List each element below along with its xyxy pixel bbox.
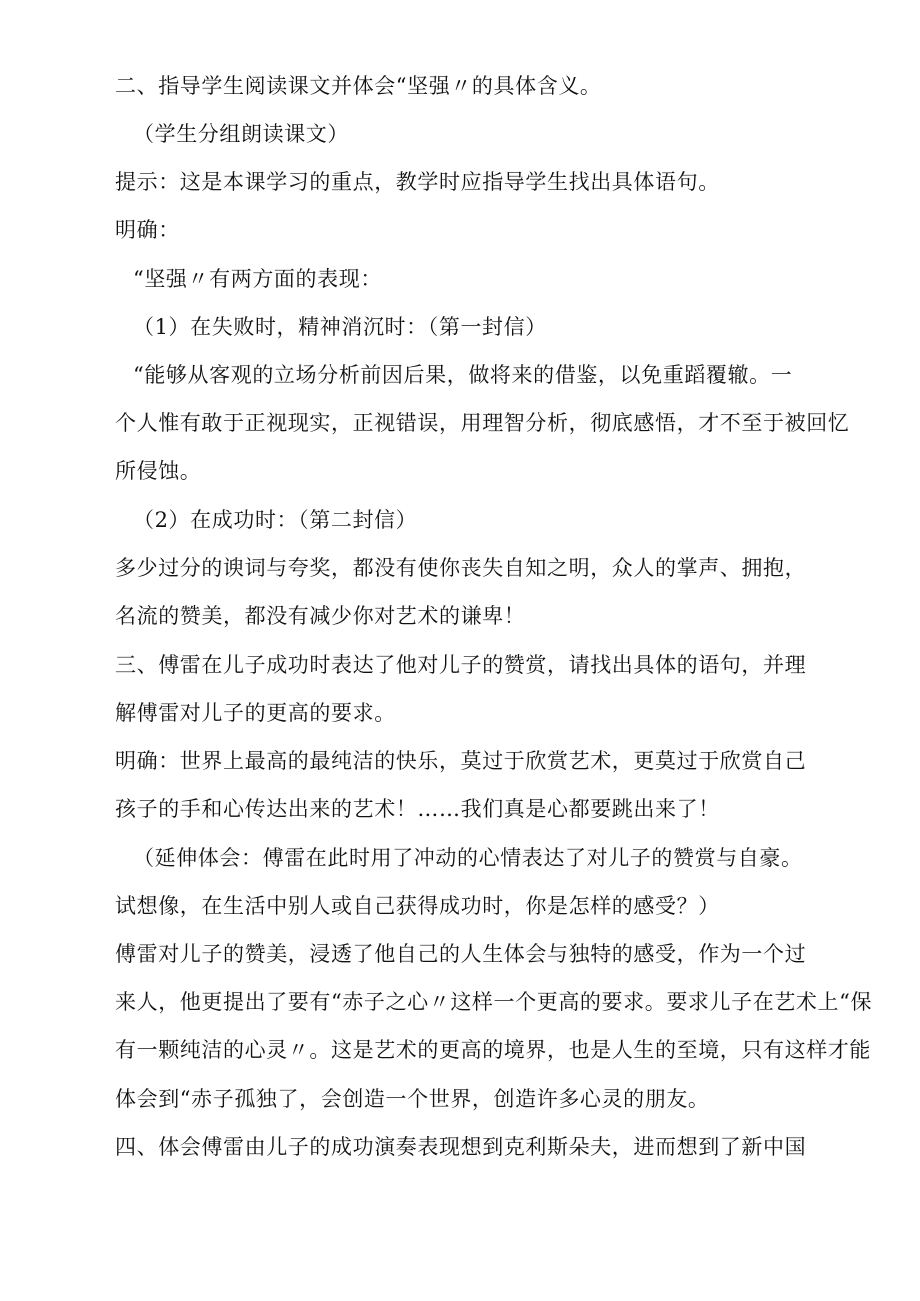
quote-2-line-2: 名流的赞美，都没有减少你对艺术的谦卑！ (115, 604, 526, 628)
section-heading-3-l1: 三、傅雷在儿子成功时表达了他对儿子的赞赏，请找出具体的语句，并理 (115, 653, 807, 677)
hint-paragraph: 提示：这是本课学习的重点，教学时应指导学生找出具体语句。 (115, 170, 720, 194)
note-group-reading: （学生分组朗读课文） (133, 122, 349, 146)
point-2-heading: （2）在成功时：（第二封信） (133, 508, 418, 532)
clarify-label: 明确： (115, 218, 180, 242)
extension-line-1: （延伸体会：傅雷在此时用了冲动的心情表达了对儿子的赞赏与自豪。 (133, 846, 803, 870)
clarify-3-line-2: 孩子的手和心传达出来的艺术！……我们真是心都要跳出来了！ (115, 797, 720, 821)
praise-line-4: 体会到“赤子孤独了，会创造一个世界，创造许多心灵的朋友。 (115, 1087, 710, 1111)
praise-line-3: 有一颗纯洁的心灵〃。这是艺术的更高的境界，也是人生的至境，只有这样才能 (115, 1038, 871, 1062)
quote-1-line-2: 个人惟有敢于正视现实，正视错误，用理智分析，彻底感悟，才不至于被回忆 (115, 411, 850, 435)
quote-1-line-1: “能够从客观的立场分析前因后果，做将来的借鉴，以免重蹈覆辙。一 (133, 363, 793, 387)
praise-line-2: 来人，他更提出了要有“赤子之心〃这样一个更高的要求。要求儿子在艺术上“保 (115, 990, 873, 1014)
point-1-heading: （1）在失败时，精神消沉时：（第一封信） (133, 315, 547, 339)
strength-intro: “坚强〃有两方面的表现： (133, 267, 382, 291)
praise-line-1: 傅雷对儿子的赞美，浸透了他自己的人生体会与独特的感受，作为一个过 (115, 942, 807, 966)
quote-2-line-1: 多少过分的谀词与夸奖，都没有使你丧失自知之明，众人的掌声、拥抱， (115, 556, 807, 580)
section-heading-3-l2: 解傅雷对儿子的更高的要求。 (115, 701, 396, 725)
section-heading-4: 四、体会傅雷由儿子的成功演奏表现想到克利斯朵夫，进而想到了新中国 (115, 1135, 807, 1159)
extension-line-2: 试想像，在生活中别人或自己获得成功时，你是怎样的感受？） (115, 894, 720, 918)
clarify-3-line-1: 明确：世界上最高的最纯洁的快乐，莫过于欣赏艺术，更莫过于欣赏自己 (115, 749, 807, 773)
quote-1-line-3: 所侵蚀。 (115, 459, 202, 483)
section-heading-2: 二、指导学生阅读课文并体会“坚强〃的具体含义。 (115, 74, 602, 98)
